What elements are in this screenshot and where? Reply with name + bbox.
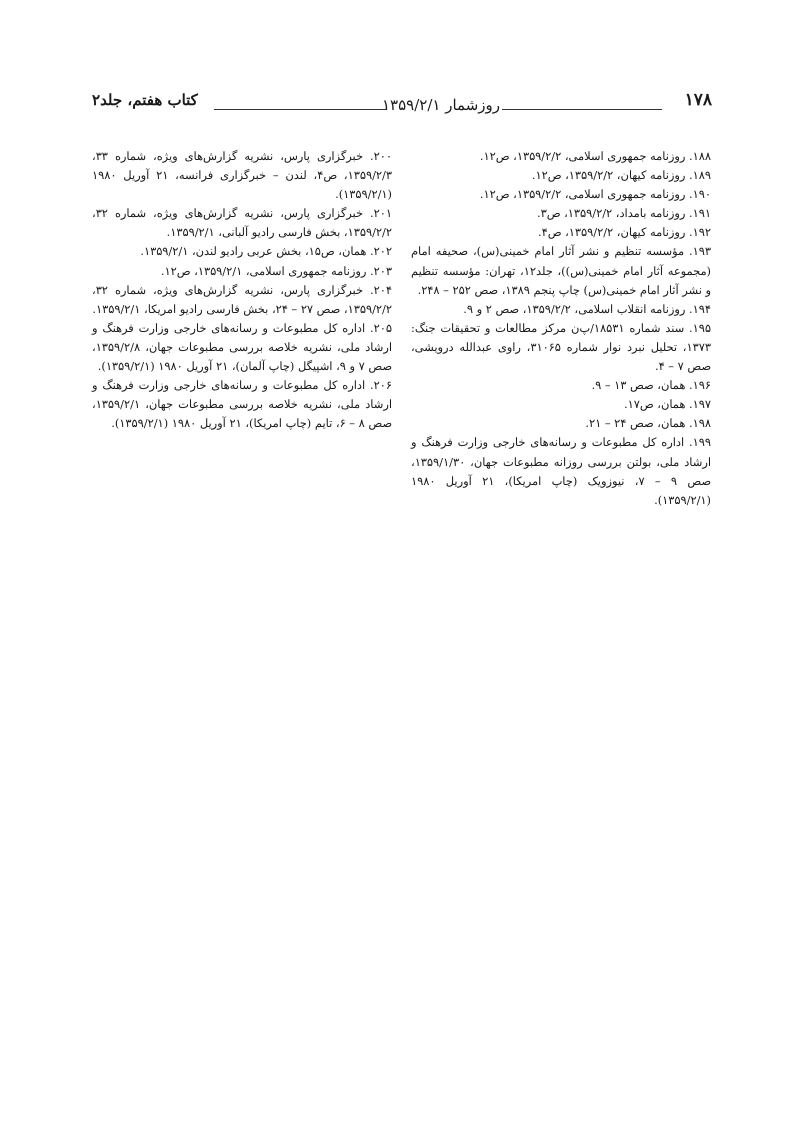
footnote-201: ۲۰۱. خبرگزاری پارس، نشریه گزارش‌های ویژه، شماره ۳۲، ۱۳۵۹/۲/۲، بخش فارسی رادیو آلبانی، ۱۳۵۹/۲/۱. (92, 206, 392, 240)
footnote-203: ۲۰۳. روزنامه جمهوری اسلامی، ۱۳۵۹/۲/۱، ص۱۲. (160, 263, 392, 278)
footnote-188: ۱۸۸. روزنامه جمهوری اسلامی، ۱۳۵۹/۲/۲، ص۱۲. (479, 149, 711, 163)
footnote-197: ۱۹۷. همان، ص۱۷. (624, 397, 711, 412)
footnote-190: ۱۹۰. روزنامه جمهوری اسلامی، ۱۳۵۹/۲/۲، ص۱۲. (479, 187, 711, 202)
footnote-206: ۲۰۶. اداره کل مطبوعات و رسانه‌های خارجی وزارت فرهنگ و ارشاد ملی، نشریه خلاصه بررسی مطبوعات جهان، ۱۳۵۹/۲/۱، صص ۸ – ۶، تایم (چاپ امریکا)، ۲۱ آوریل ۱۹۸۰ (۱۳۵۹/۲/۱). (92, 378, 392, 431)
footnote-204: ۲۰۴. خبرگزاری پارس، نشریه گزارش‌های ویژه، شماره ۳۲، ۱۳۵۹/۲/۲، صص ۲۷ – ۲۴، بخش فارسی رادیو امریکا، ۱۳۵۹/۲/۱. (92, 282, 392, 316)
footnote-189: ۱۸۹. روزنامه کیهان، ۱۳۵۹/۲/۲، ص۱۲. (531, 168, 711, 183)
footnotes-column-left (92, 147, 392, 433)
book-title: کتاب هفتم، جلد۲ (92, 91, 198, 109)
page-header (92, 88, 712, 118)
footnote-195: ۱۹۵. سند شماره ۱۸۵۳۱/پ‌ن مرکز مطالعات و تحقیقات جنگ: ۱۳۷۳، تحلیل نبرد نوار شماره ۳۱۰۶۵، راوی عبدالله درویشی، صص ۷ – ۴. (411, 320, 712, 374)
footnote-202: ۲۰۲. همان، ص۱۵، بخش عربی رادیو لندن، ۱۳۵۹/۲/۱. (140, 244, 392, 259)
footnote-196: ۱۹۶. همان، صص ۱۳ – ۹. (591, 378, 711, 393)
footnote-205: ۲۰۵. اداره کل مطبوعات و رسانه‌های خارجی وزارت فرهنگ و ارشاد ملی، نشریه خلاصه بررسی مطبوعات جهان، ۱۳۵۹/۲/۸، صص ۷ و ۹، اشپیگل (چاپ آلمان)، ۲۱ آوریل ۱۹۸۰ (۱۳۵۹/۲/۱). (92, 320, 392, 374)
footnote-193: ۱۹۳. مؤسسه تنظیم و نشر آثار امام خمینی(س)، صحیفه امام (مجموعه آثار امام خمینی(س))، جلد۱۲، تهران: مؤسسه تنظیم و نشر آثار امام خمینی(س) چاپ پنجم ۱۳۸۹، صص ۲۵۲ – ۲۴۸. (411, 244, 711, 297)
running-title: روزشمار ۱۳۵۹/۲/۱ (381, 96, 500, 114)
footnote-194: ۱۹۴. روزنامه انقلاب اسلامی، ۱۳۵۹/۲/۲، صص ۲ و ۹. (463, 301, 711, 316)
footnote-192: ۱۹۲. روزنامه کیهان، ۱۳۵۹/۲/۲، ص۴. (537, 225, 711, 240)
header-rule-left (214, 109, 386, 110)
footnote-198: ۱۹۸. همان، صص ۲۴ – ۲۱. (585, 416, 711, 431)
footnote-200: ۲۰۰. خبرگزاری پارس، نشریه گزارش‌های ویژه، شماره ۳۳، ۱۳۵۹/۲/۳، ص۴، لندن – خبرگزاری فرانسه، ۲۱ آوریل ۱۹۸۰ (۱۳۵۹/۲/۱). (92, 149, 392, 202)
header-rule-right (502, 109, 662, 110)
page-number: ۱۷۸ (684, 90, 712, 110)
footnotes-column-right (411, 147, 711, 510)
footnote-199: ۱۹۹. اداره کل مطبوعات و رسانه‌های خارجی وزارت فرهنگ و ارشاد ملی، بولتن بررسی روزانه مطبوعات جهان، ۱۳۵۹/۱/۳۰، صص ۹ – ۷، نیوزویک (چاپ امریکا)، ۲۱ آوریل ۱۹۸۰ (۱۳۵۹/۲/۱). (411, 435, 711, 507)
footnote-191: ۱۹۱. روزنامه بامداد، ۱۳۵۹/۲/۲، ص۳. (536, 206, 711, 221)
